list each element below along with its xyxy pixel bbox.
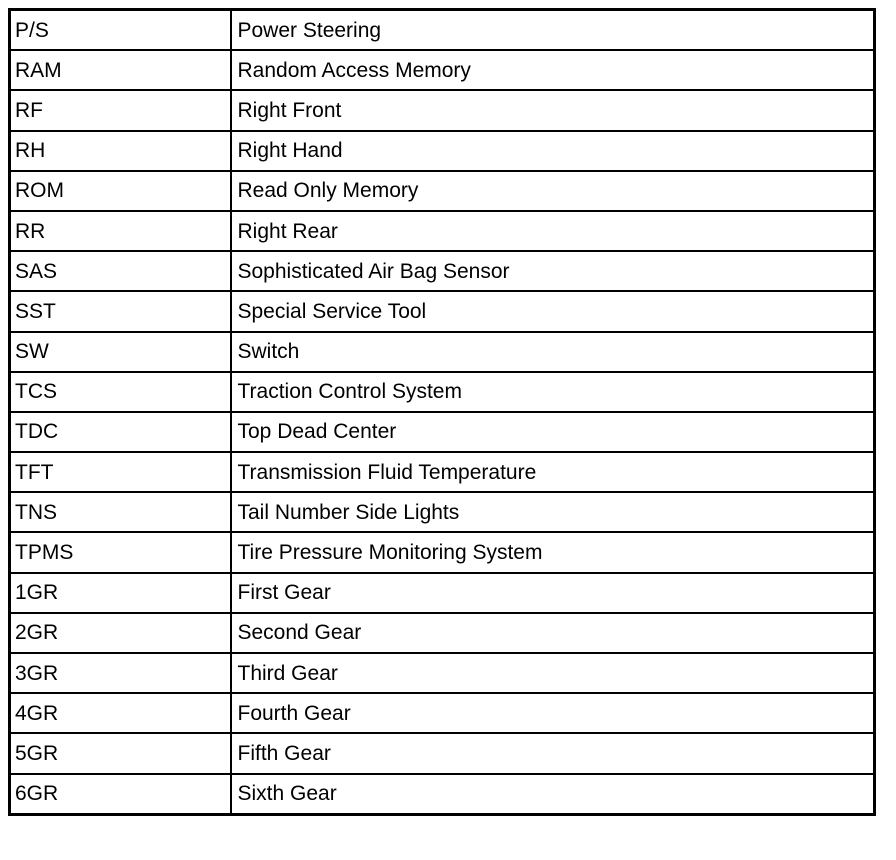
term-cell: Sixth Gear: [231, 774, 875, 815]
table-row: [10, 251, 875, 291]
term-cell: Right Rear: [231, 211, 875, 251]
table-row: [10, 332, 875, 372]
abbreviation-table: [8, 8, 876, 816]
term-cell: Tire Pressure Monitoring System: [231, 532, 875, 572]
abbreviation-cell: RAM: [10, 50, 231, 90]
table-row: [10, 171, 875, 211]
table-row: [10, 653, 875, 693]
term-cell: Sophisticated Air Bag Sensor: [231, 251, 875, 291]
term-cell: Power Steering: [231, 10, 875, 51]
table-row: [10, 412, 875, 452]
abbreviation-cell: TPMS: [10, 532, 231, 572]
abbreviation-cell: TNS: [10, 492, 231, 532]
term-cell: Transmission Fluid Temperature: [231, 452, 875, 492]
abbreviation-cell: RR: [10, 211, 231, 251]
table-row: [10, 131, 875, 171]
abbreviation-cell: 3GR: [10, 653, 231, 693]
abbreviation-cell: 6GR: [10, 774, 231, 815]
abbreviation-cell: SW: [10, 332, 231, 372]
term-cell: Right Hand: [231, 131, 875, 171]
table-row: [10, 693, 875, 733]
term-cell: Right Front: [231, 90, 875, 130]
term-cell: Tail Number Side Lights: [231, 492, 875, 532]
abbreviation-cell: P/S: [10, 10, 231, 51]
term-cell: Fourth Gear: [231, 693, 875, 733]
abbreviation-table-body: [10, 10, 875, 815]
abbreviation-cell: RH: [10, 131, 231, 171]
term-cell: Traction Control System: [231, 372, 875, 412]
table-row: [10, 532, 875, 572]
abbreviation-cell: 2GR: [10, 613, 231, 653]
abbreviation-cell: SST: [10, 291, 231, 331]
term-cell: Third Gear: [231, 653, 875, 693]
abbreviation-cell: 4GR: [10, 693, 231, 733]
abbreviation-cell: SAS: [10, 251, 231, 291]
table-row: [10, 10, 875, 51]
table-row: [10, 211, 875, 251]
table-row: [10, 774, 875, 815]
abbreviation-cell: RF: [10, 90, 231, 130]
abbreviation-cell: ROM: [10, 171, 231, 211]
abbreviation-cell: TDC: [10, 412, 231, 452]
term-cell: Read Only Memory: [231, 171, 875, 211]
term-cell: Random Access Memory: [231, 50, 875, 90]
table-row: [10, 613, 875, 653]
abbreviation-cell: 1GR: [10, 573, 231, 613]
term-cell: Fifth Gear: [231, 733, 875, 773]
table-row: [10, 492, 875, 532]
term-cell: First Gear: [231, 573, 875, 613]
abbreviation-cell: TFT: [10, 452, 231, 492]
table-row: [10, 372, 875, 412]
table-row: [10, 90, 875, 130]
table-row: [10, 291, 875, 331]
term-cell: Switch: [231, 332, 875, 372]
abbreviation-cell: 5GR: [10, 733, 231, 773]
table-row: [10, 50, 875, 90]
term-cell: Top Dead Center: [231, 412, 875, 452]
term-cell: Second Gear: [231, 613, 875, 653]
table-row: [10, 733, 875, 773]
table-row: [10, 573, 875, 613]
table-row: [10, 452, 875, 492]
term-cell: Special Service Tool: [231, 291, 875, 331]
abbreviation-cell: TCS: [10, 372, 231, 412]
